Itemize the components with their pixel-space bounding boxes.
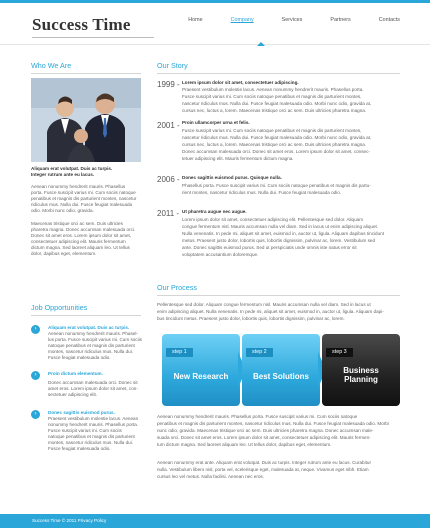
who-we-are-rule [31,73,141,74]
who-intro-lead2: Integer rutrum ante eu lacus. [31,172,95,177]
our-story-rule [157,73,400,74]
process-intro-line: enim adipiscing aliquet. Nulla venenatis. In pede mi, aliquet sit amet, euismod in, auctor ut, ligula. Aliquam dapi- [157,309,384,314]
story-line: Donec accumsan malesuada orci. Donec sit amet eros. Lorem ipsum dolor sit amet, consec- [182,149,370,154]
story-line: rient montes, nascetur ridiculus mus. Nulla dui. Fusce feugiat malesuada odio. [182,190,342,195]
story-line: Lorem ipsum dolor sit amet, consectetuer adipiscing elit. Pellentesque sed dolor. Aliquam [182,217,364,222]
story-line: Praesent vestibulum molestie lacus. Aenean nonummy hendrerit mauris. Phasellus porta. [182,87,364,92]
job-item-line: Donec accumsan malesuada orci. Donec sit [48,380,138,385]
job-item-line: Praesent vestibulum molestie lacus. Aenean [48,416,139,421]
process-intro-line: Pellentesque sed dolor. Aliquam congue fermentum nisl. Mauris accumsan nulla vel diam. Sed in lacus ut [157,302,371,307]
story-line: cursus nec, luctus a, lorem. Maecenas tristique orci ac sem. Duis ultricies pharetra magna. [182,142,367,147]
site-header [0,3,430,45]
our-story-title: Our Story [157,61,188,70]
main-nav [160,16,400,24]
nav-contacts[interactable]: Contacts [378,17,400,23]
story-line: nascetur ridiculus mus. Nulla dui. Fusce feugiat malesuada odio. Morbi nunc odio, gravida at, [182,135,372,140]
story-line: metus. Praesent justo dolor, lobortis quis, lobortis dignissim, pulvinar ac, lorem. Vestibulum sed [182,238,376,243]
process-step-2[interactable] [242,334,320,406]
job-item-line: sectetuer adipiscing elit. [48,392,98,397]
arrow-icon: › [31,371,40,380]
nav-home[interactable]: Home [188,17,203,23]
team-photo [31,78,141,162]
logo-underline [32,37,154,38]
step-label: step 3 [326,348,353,357]
who-para1-line: odio. Morbi nunc odio, gravida. [31,208,94,213]
process-after1-line: penatibus et magnis dis parturient montes, nascetur ridiculus mus. Nulla dui. Fusce feugiat malesuada odio. Morbi [157,421,389,426]
process-after2-line: nulla. Vestibulum libero nisl, porta vel, scelerisque eget, malesuada at, neque. Vivamus eget nibh. Etiam [157,467,369,472]
who-para2-line: dictum magna. Sed laoreet aliquam leo. Ut tellus [31,245,130,250]
process-after1-line: suada orci. Donec sit amet eros. Lorem ipsum dolor sit amet, consectetuer adipiscing elit. Mauris fermen- [157,435,371,440]
who-para2-line: Donec sit amet eros. Lorem ipsum dolor sit amet, [31,233,132,238]
job-opportunities-title: Job Opportunities [31,303,88,312]
nav-partners[interactable]: Partners [330,17,351,23]
story-lead: Donec sagittis euismod purus. Quisque nulla. [182,175,282,180]
our-process-title: Our Process [157,283,197,292]
story-line: nascetur ridiculus mus. Nulla dui. Fusce feugiat malesuada odio. Morbi nunc odio, gravida at, [182,101,372,106]
story-year: 2006 - [157,175,180,184]
story-line: cursus nec, luctus a, lorem. Maecenas tristique orci ac sem. Duis ultricies pharetra magna. [182,108,367,113]
job-item-line: Fusce feugiat malesuada odio. [48,446,111,451]
step-label: step 1 [166,348,193,357]
story-line: Fusce suscipit varius mi. Cum sociis natoque penatibus et magnis dis parturient montes, [182,128,362,133]
our-process-rule [157,295,400,296]
job-item-line: Aenean nonummy hendrerit mauris. Phasel- [48,331,138,336]
process-step-1[interactable] [162,334,240,406]
who-para2-line: dolor, dapibus eget, elementum. [31,251,97,256]
story-line: tetuer adipiscing elit. Mauris fermentum dictum magna. [182,156,294,161]
nav-company[interactable]: Company [230,17,254,23]
step-title: Business Planning [343,366,379,384]
who-para2-line: pharetra magna. Donec accumsan malesuada orci. [31,227,136,232]
who-we-are-title: Who We Are [31,61,72,70]
job-item-line: montes, nascetur ridiculus mus. Nulla dui. [48,440,134,445]
job-item-line: montes, nascetur ridiculus mus. Nulla dui. [48,349,134,354]
job-item-title[interactable]: Aliquam erat volutpat. Duis ac turpis. [48,325,130,330]
who-para2-line: Maecenas tristique orci ac sem. Duis ultricies [31,221,123,226]
story-line: Phasellus porta. Fusce suscipit varius mi. Cum sociis natoque penatibus et magnis dis partu- [182,183,371,188]
story-lead: Proin ullamcorper urna et felis. [182,120,250,125]
site-logo[interactable]: Success Time [32,15,131,34]
step-label: step 2 [246,348,273,357]
story-year: 2001 - [157,121,180,130]
process-step-3[interactable] [322,334,400,406]
job-item-line: lus porta. Fusce suscipit varius mi. Cum sociis [48,337,142,342]
story-year: 2011 - [157,209,180,218]
job-item-title[interactable]: Proin dictum elementum. [48,371,103,376]
process-steps [162,334,400,406]
arrow-icon: › [31,325,40,334]
process-after2-line: cursus leo vel metus. Nulla facilisi. Aenean nec eros. [157,474,264,479]
process-after2-line: Aenean nonummy erat ante. Aliquam erat volutpat. Duis ac turpis. Integer rutrum ante eu lacus. Curabitur [157,460,371,465]
step-title: Best Solutions [252,372,309,381]
job-item-line: natoque penatibus et magnis dis parturient [48,434,135,439]
job-item-line: Fusce feugiat malesuada odio. [48,355,111,360]
site-footer [0,514,430,528]
job-item-line: natoque penatibus et magnis dis parturient [48,343,135,348]
job-item-line: amet eros. Lorem ipsum dolor sit amet, con- [48,386,138,391]
story-line: voluptatem accusantium doloremque. [182,252,259,257]
job-item-title[interactable]: Donec sagittis euismod purus. [48,410,115,415]
active-nav-marker [257,42,265,46]
story-line: ante. Donec sagittis euismod purus. Sed ut perspiciatis unde omnis iste natus error sit [182,245,357,250]
nav-services[interactable]: Services [281,17,303,23]
who-para2-line: consectetuer adipiscing elit. Mauris fermentum [31,239,126,244]
jobs-rule [31,315,141,316]
story-year: 1999 - [157,80,180,89]
story-line: congue fermentum nisl. Mauris accumsan nulla vel diam. Sed in lacus ut enim adipiscing aliquet. [182,224,379,229]
story-line: Nulla venenatis. In pede mi, aliquet sit amet, euismod in, auctor ut, ligula. Aliquam dapibus tincidunt [182,231,384,236]
who-para1-line: penatibus et magnis dis parturient montes, nascetur [31,196,137,201]
job-item-line: nonummy hendrerit mauris. Phasellus porta. [48,422,139,427]
process-intro-line: bus tincidunt metus. Praesent justo dolor, lobortis quis, lobortis dignissim, pulvinar ac, lorem. [157,316,345,321]
story-line: Fusce suscipit varius mi. Cum sociis natoque penatibus et magnis dis parturient montes, [182,94,362,99]
process-after1-line: Aenean nonummy hendrerit mauris. Phasellus porta. Fusce suscipit varius mi. Cum sociis natoque [157,414,358,419]
story-lead: Lorem ipsum dolor sit amet, consectetuer adipiscing. [182,80,299,85]
footer-copyright[interactable]: Success Time © 2011 Privacy Policy [32,518,107,523]
who-para1-line: porta. Fusce suscipit varius mi. Cum sociis natoque [31,190,136,195]
step-title: New Research [173,372,229,381]
who-para1-line: Aenean nonummy hendrerit mauris. Phasellus [31,184,126,189]
story-lead: Ut pharetra augue nec augue. [182,209,247,214]
job-item-line: Fusce suscipit varius mi. Cum sociis [48,428,122,433]
who-intro-lead: Aliquam erat volutpat. Duis ac turpis. [31,166,113,171]
process-after1-line: nunc odio, gravida. Maecenas tristique orci ac sem. Duis ultricies pharetra magna. Donec accumsan male- [157,428,374,433]
arrow-icon: › [31,410,40,419]
process-after1-line: tum dictum magna. Sed laoreet aliquam leo. Ut tellus dolor, dapibus eget, elementum. [157,442,332,447]
who-para1-line: ridiculus mus. Nulla dui. Fusce feugiat malesuada [31,202,133,207]
